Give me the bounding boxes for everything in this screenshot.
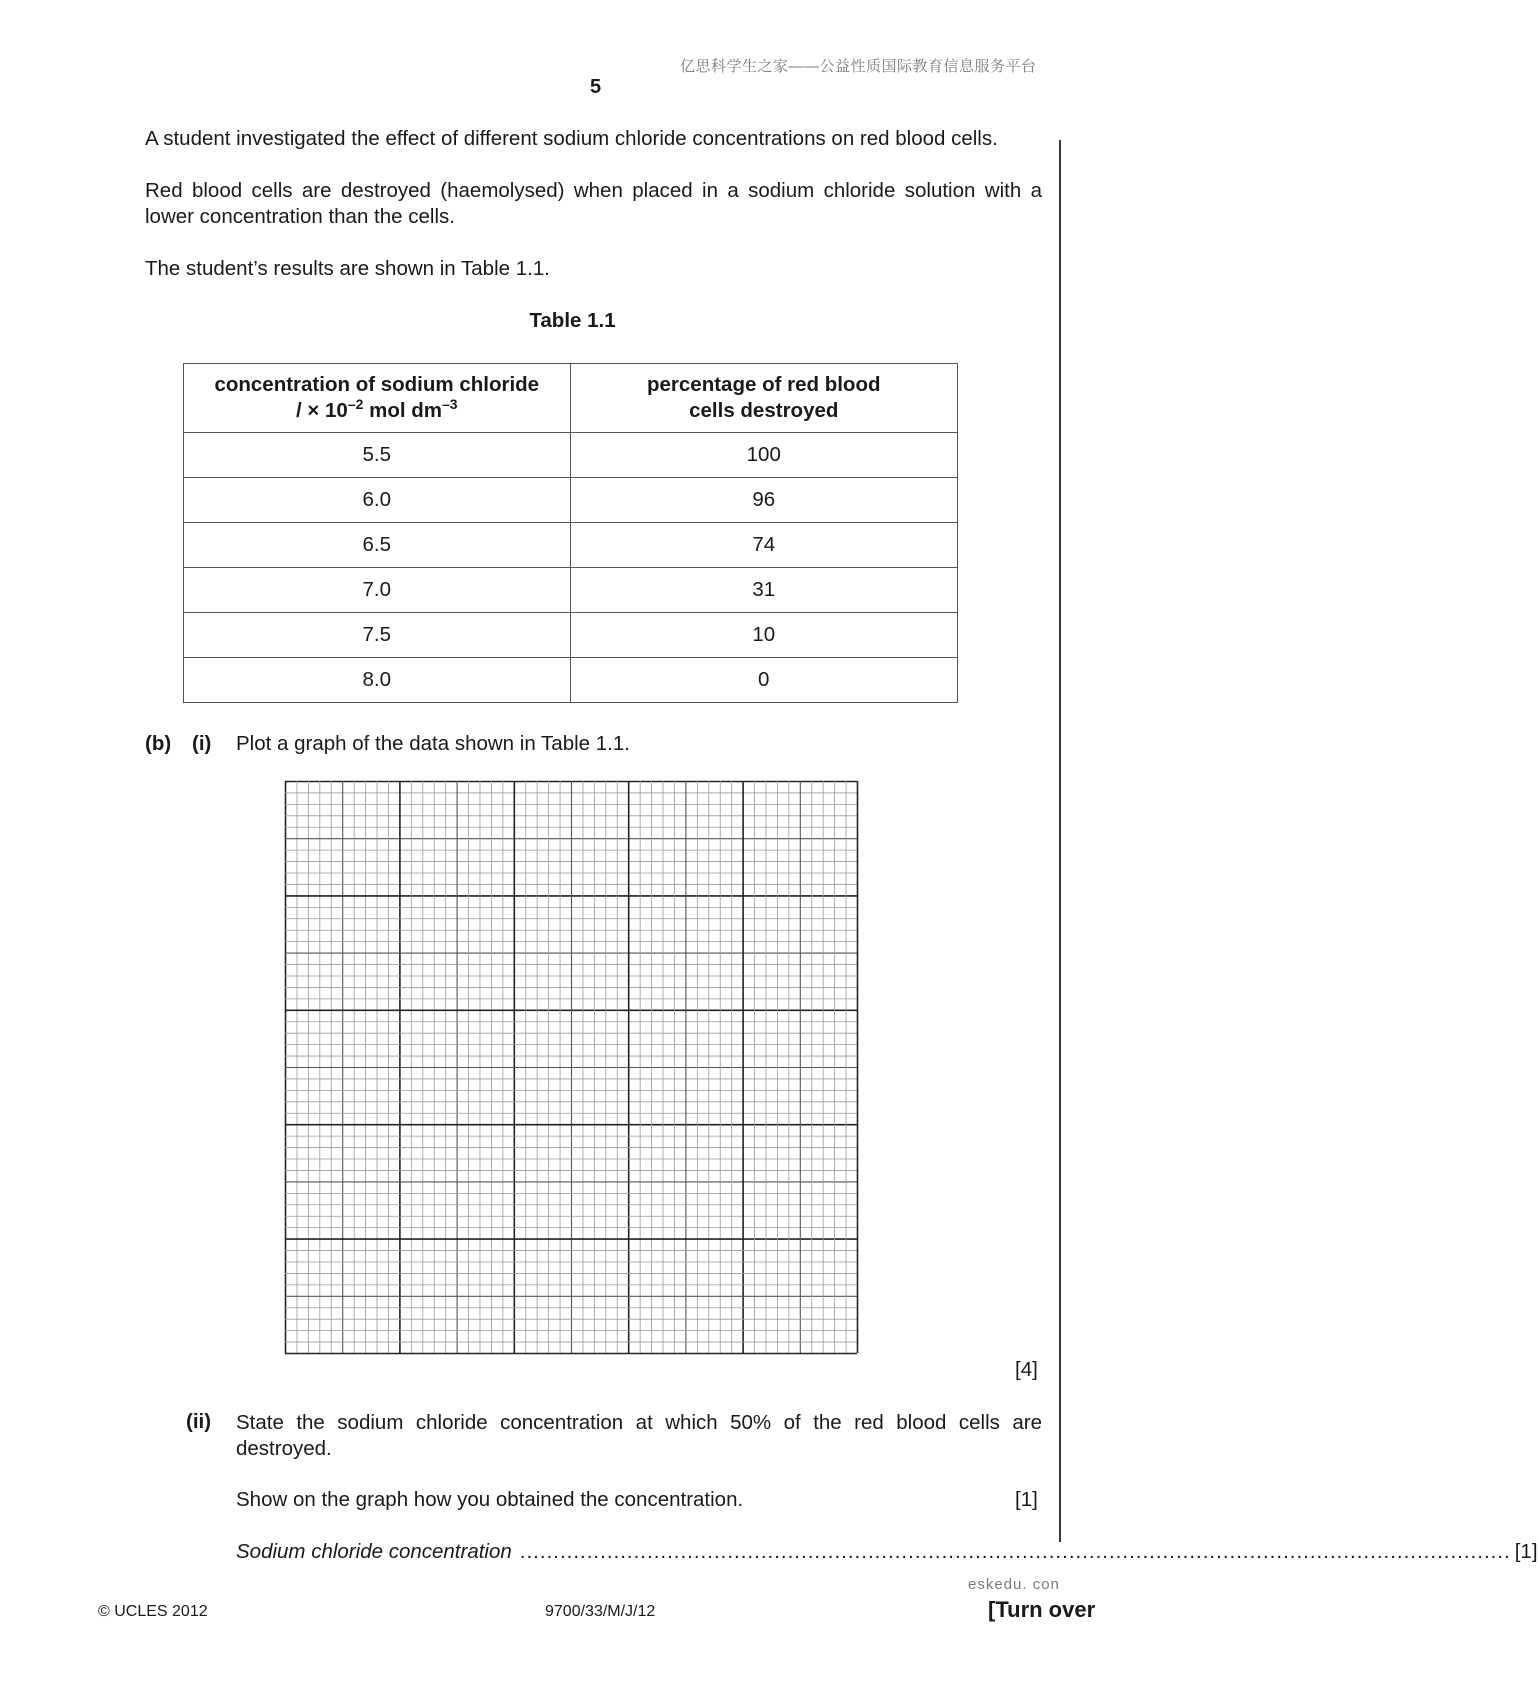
cell-percentage: 100	[570, 433, 957, 478]
answer-label: Sodium chloride concentration	[236, 1540, 512, 1563]
margin-rule	[1059, 140, 1061, 1542]
cell-percentage: 10	[570, 613, 957, 658]
cell-concentration: 8.0	[184, 658, 571, 703]
cell-concentration: 6.0	[184, 478, 571, 523]
intro-paragraph-3: The student’s results are shown in Table 1.1.	[145, 257, 550, 280]
table-row	[184, 523, 958, 568]
header-percentage-line1: percentage of red blood	[647, 373, 881, 396]
unit-mid: mol dm	[363, 399, 442, 422]
question-b-ii-text: State the sodium chloride concentration at which 50% of the red blood cells are destroyed.	[236, 1411, 1042, 1460]
table-row	[184, 658, 958, 703]
table-row	[184, 613, 958, 658]
footer-paper-code: 9700/33/M/J/12	[545, 1603, 656, 1620]
unit-prefix: / × 10	[295, 399, 348, 422]
footer-copyright: © UCLES 2012	[98, 1603, 208, 1620]
page-number: 5	[589, 76, 602, 98]
header-concentration-unit	[295, 396, 458, 422]
table-row	[184, 433, 958, 478]
question-b-ii-label: (ii)	[186, 1410, 212, 1433]
question-b-i-text: Plot a graph of the data shown in Table 1.1.	[236, 732, 630, 755]
marks-b-i: [4]	[1015, 1358, 1038, 1381]
question-b-ii-show-text: Show on the graph how you obtained the concentration.	[236, 1488, 744, 1511]
cell-percentage: 74	[570, 523, 957, 568]
cell-concentration: 6.5	[184, 523, 571, 568]
cell-concentration: 7.5	[184, 613, 571, 658]
question-b-label: (b)	[145, 732, 172, 755]
table-caption: Table 1.1	[529, 309, 616, 332]
table-row	[184, 568, 958, 613]
footer-turn-over: [Turn over	[988, 1597, 1096, 1622]
cell-percentage: 96	[570, 478, 957, 523]
answer-line[interactable]	[236, 1540, 1538, 1564]
marks-b-ii-answer: [1]	[1514, 1540, 1538, 1563]
watermark-top: 亿思科学生之家——公益性质国际教育信息服务平台	[680, 58, 1037, 75]
watermark-bottom: eskedu. con	[968, 1576, 1060, 1593]
header-concentration-line1: concentration of sodium chloride	[214, 373, 540, 396]
table-row	[184, 478, 958, 523]
cell-concentration: 7.0	[184, 568, 571, 613]
graph-paper-grid[interactable]	[285, 781, 857, 1353]
results-table	[183, 363, 958, 703]
cell-percentage: 31	[570, 568, 957, 613]
unit-exponent-1: –2	[347, 396, 364, 413]
marks-b-ii-show: [1]	[1015, 1488, 1038, 1511]
header-concentration	[184, 364, 571, 433]
answer-dotted-line[interactable]: ....................................................................................................................................................	[519, 1540, 1511, 1563]
intro-paragraph-1: A student investigated the effect of different sodium chloride concentrations on red blood cells.	[145, 127, 998, 150]
unit-exponent-2: –3	[441, 396, 458, 413]
cell-concentration: 5.5	[184, 433, 571, 478]
question-b-i-label: (i)	[192, 732, 212, 755]
intro-paragraph-2: Red blood cells are destroyed (haemolysed) when placed in a sodium chloride solution with a lower concentration than the cells.	[145, 179, 1042, 228]
header-percentage	[570, 364, 957, 433]
header-percentage-line2: cells destroyed	[689, 399, 839, 422]
cell-percentage: 0	[570, 658, 957, 703]
table-header-row	[184, 364, 958, 433]
